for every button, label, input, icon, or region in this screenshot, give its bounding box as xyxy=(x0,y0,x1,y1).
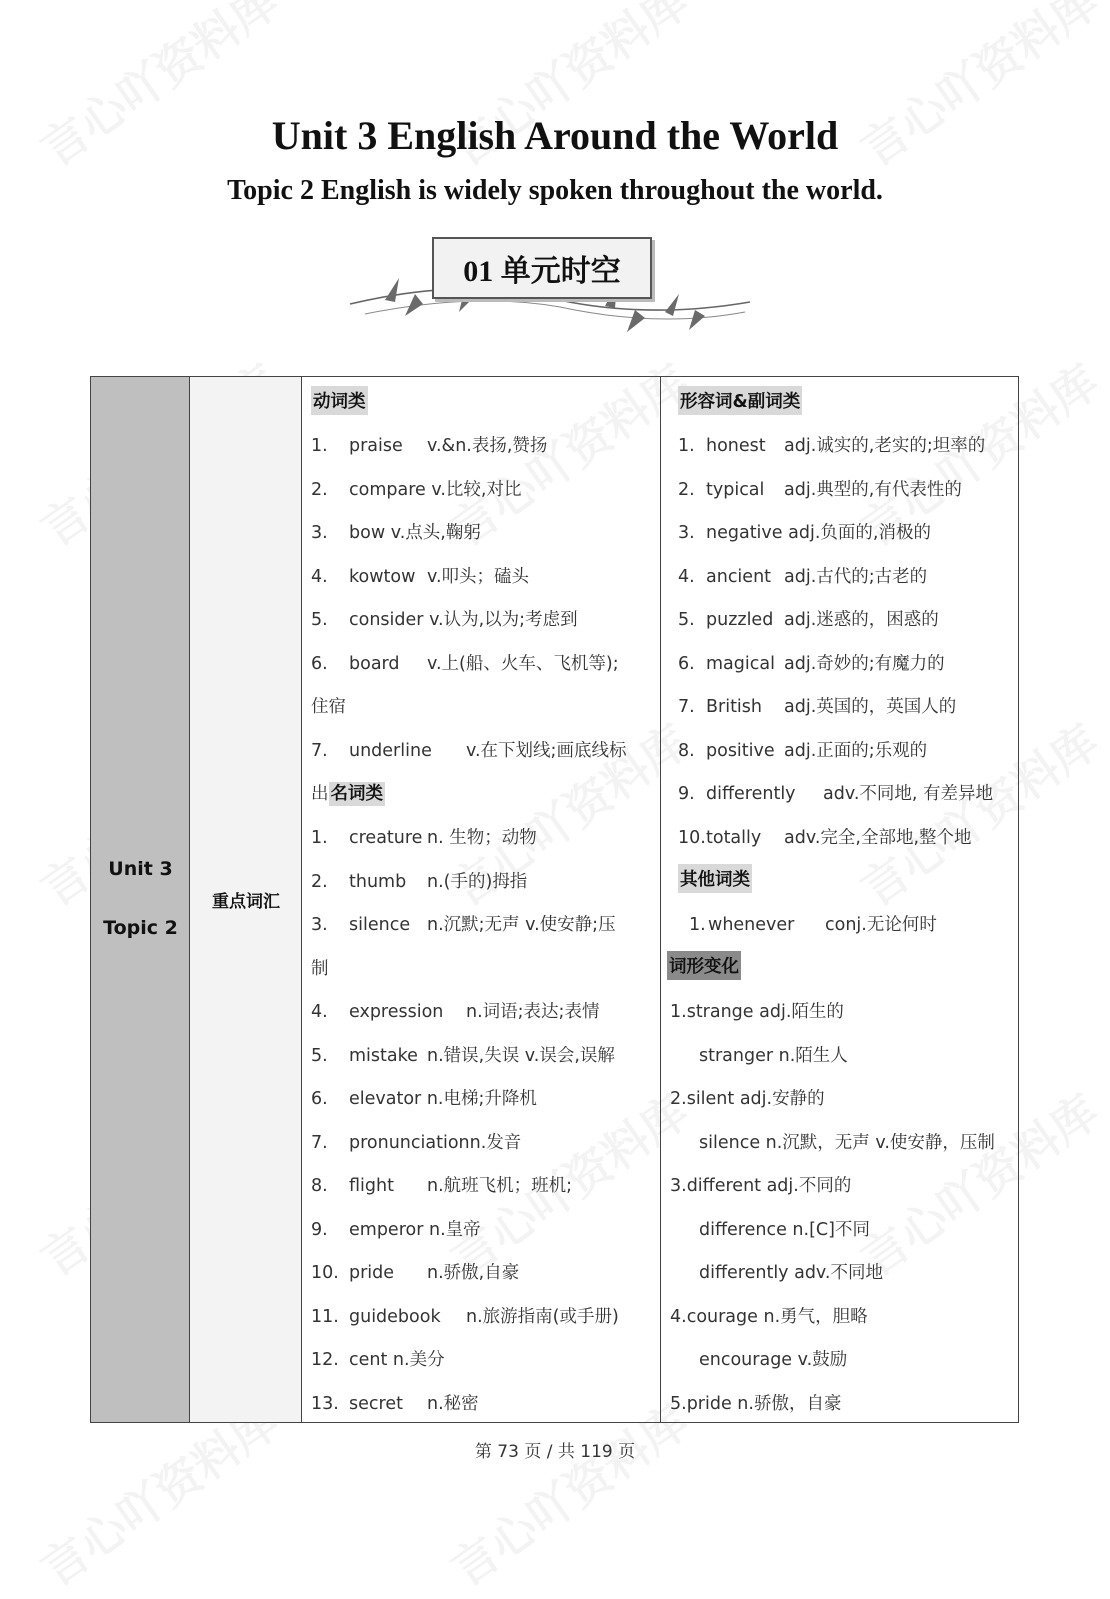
verbs-nouns-column xyxy=(302,377,661,1422)
page-subtitle: Topic 2 English is widely spoken throughout the world. xyxy=(227,175,883,206)
list-item-continuation: 制 xyxy=(311,959,329,979)
list-item: 1. honest adj.诚实的,老实的;坦率的 xyxy=(678,436,986,456)
adjectives-heading: 形容词&副词类 xyxy=(678,386,802,415)
list-item: 9. differently adv.不同地, 有差异地 xyxy=(678,784,994,804)
unit-column xyxy=(91,377,190,1422)
list-item: 1. whenever conj.无论何时 xyxy=(689,915,937,935)
list-item: 6. elevator n.电梯;升降机 xyxy=(311,1089,537,1109)
page-number: 第 73 页 / 共 119 页 xyxy=(474,1442,636,1462)
list-item: 1. creature n. 生物；动物 xyxy=(311,828,537,848)
topic-label: Topic 2 xyxy=(103,917,178,939)
list-item: 3. silence n.沉默;无声 v.使安静;压 xyxy=(311,915,616,935)
list-item: 7. British adj.英国的，英国人的 xyxy=(678,697,957,717)
list-item: silence n.沉默，无声 v.使安静，压制 xyxy=(699,1133,995,1153)
list-item: 2. typical adj.典型的,有代表性的 xyxy=(678,480,962,500)
list-item: 5. mistake n.错误,失误 v.误会,误解 xyxy=(311,1046,615,1066)
list-item: 4. kowtow v.叩头；磕头 xyxy=(311,567,530,587)
list-item: 3. bow v.点头,鞠躬 xyxy=(311,523,481,543)
list-item: 8. positive adj.正面的;乐观的 xyxy=(678,741,928,761)
list-item: 6. magical adj.奇妙的;有魔力的 xyxy=(678,654,945,674)
word-forms-heading: 词形变化 xyxy=(667,951,741,980)
page-title: Unit 3 English Around the World xyxy=(271,113,839,158)
list-item: 9. emperor n.皇帝 xyxy=(311,1220,481,1240)
list-item: 5. consider v.认为,以为;考虑到 xyxy=(311,610,578,630)
list-item: 6. board v.上(船、火车、飞机等); xyxy=(311,654,619,674)
list-item: encourage v.鼓励 xyxy=(699,1350,848,1370)
list-item: 4.courage n.勇气，胆略 xyxy=(670,1307,868,1327)
adjectives-forms-column xyxy=(661,377,1018,1422)
list-item: 1. praise v.&n.表扬,赞扬 xyxy=(311,436,548,456)
list-item-continuation: 出 名词类 xyxy=(311,784,383,804)
list-item: 5. puzzled adj.迷惑的，困惑的 xyxy=(678,610,939,630)
list-item: difference n.[C]不同 xyxy=(699,1220,870,1240)
unit-label: Unit 3 xyxy=(108,858,173,880)
nouns-heading: 名词类 xyxy=(330,784,383,804)
verbs-heading: 动词类 xyxy=(311,386,368,415)
list-item: 10. pride n.骄傲,自豪 xyxy=(311,1263,520,1283)
list-item: 1.strange adj.陌生的 xyxy=(670,1002,844,1022)
list-item: 2. compare v.比较,对比 xyxy=(311,480,522,500)
list-item: stranger n.陌生人 xyxy=(699,1046,848,1066)
list-item: 7. pronunciationn.发音 xyxy=(311,1133,522,1153)
list-item: 8. flight n.航班飞机；班机; xyxy=(311,1176,573,1196)
list-item: 7. underline v.在下划线;画底线标 xyxy=(311,741,627,761)
list-item: 12. cent n.美分 xyxy=(311,1350,445,1370)
category-label: 重点词汇 xyxy=(212,892,280,912)
list-item-continuation: 住宿 xyxy=(311,697,346,717)
list-item: 2.silent adj.安静的 xyxy=(670,1089,825,1109)
list-item: 2. thumb n.(手的)拇指 xyxy=(311,872,528,892)
list-item: differently adv.不同地 xyxy=(699,1263,883,1283)
list-item: 13. secret n.秘密 xyxy=(311,1394,479,1414)
category-column xyxy=(190,377,302,1422)
list-item: 10.totally adv.完全,全部地,整个地 xyxy=(678,828,972,848)
list-item: 5.pride n.骄傲，自豪 xyxy=(670,1394,842,1414)
vocab-table xyxy=(90,376,1019,1423)
list-item: 4. expression n.词语;表达;表情 xyxy=(311,1002,600,1022)
list-item: 4. ancient adj.古代的;古老的 xyxy=(678,567,928,587)
list-item: 3. negative adj.负面的,消极的 xyxy=(678,523,931,543)
section-label: 01 单元时空 xyxy=(432,237,652,299)
list-item: 11. guidebook n.旅游指南(或手册) xyxy=(311,1307,619,1327)
list-item: 3.different adj.不同的 xyxy=(670,1176,852,1196)
other-heading: 其他词类 xyxy=(678,864,752,893)
